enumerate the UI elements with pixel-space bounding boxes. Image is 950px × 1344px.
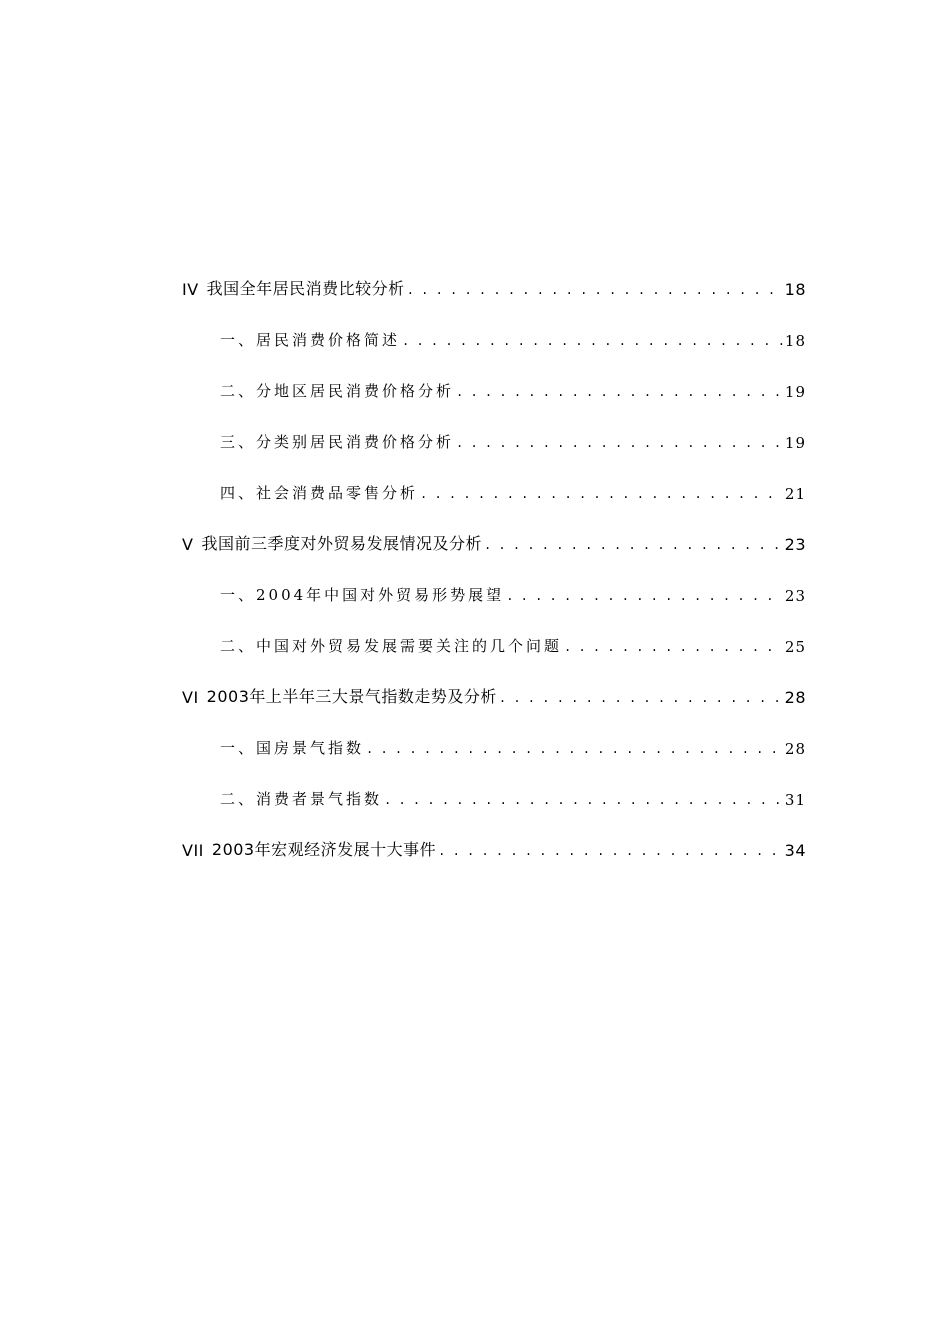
- toc-entry-title: 二、消费者景气指数: [220, 790, 383, 808]
- toc-entry[interactable]: [182, 554, 806, 605]
- toc-entry[interactable]: [182, 758, 806, 809]
- toc-entry-title: 一、2004年中国对外贸易形势展望: [220, 586, 505, 604]
- toc-entry[interactable]: [182, 605, 806, 656]
- toc-entry-number: VI: [182, 688, 199, 707]
- toc-entry-number: V: [182, 535, 194, 554]
- toc-entry-title: 一、国房景气指数: [220, 739, 365, 757]
- toc-entry-title: 一、居民消费价格简述: [220, 331, 401, 349]
- toc-entry-title: 我国前三季度对外贸易发展情况及分析: [201, 534, 482, 553]
- dot-leader: [420, 488, 783, 503]
- toc-entry-title: 二、中国对外贸易发展需要关注的几个问题: [220, 637, 563, 655]
- toc-entry-title: 2003年上半年三大景气指数走势及分析: [206, 687, 497, 706]
- dot-leader: [438, 845, 783, 860]
- toc-entry-page: 34: [784, 841, 806, 860]
- toc-entry-page: 18: [784, 280, 806, 299]
- toc-entry-page: 25: [784, 638, 806, 656]
- toc-entry-title: 二、分地区居民消费价格分析: [220, 382, 455, 400]
- dot-leader: [484, 539, 783, 554]
- dot-leader: [402, 335, 783, 350]
- toc-entry-title: 四、社会消费品零售分析: [220, 484, 419, 502]
- toc-entry-page: 19: [784, 383, 806, 401]
- toc-entry-page: 23: [784, 587, 806, 605]
- table-of-contents: [182, 248, 806, 860]
- toc-entry[interactable]: [182, 809, 806, 860]
- dot-leader: [564, 641, 783, 656]
- toc-entry[interactable]: [182, 656, 806, 707]
- toc-entry-page: 28: [784, 688, 806, 707]
- toc-entry-title: 三、分类别居民消费价格分析: [220, 433, 455, 451]
- dot-leader: [456, 437, 783, 452]
- toc-entry-page: 31: [784, 791, 806, 809]
- dot-leader: [456, 386, 783, 401]
- toc-entry[interactable]: [182, 707, 806, 758]
- dot-leader: [384, 794, 783, 809]
- toc-entry-page: 19: [784, 434, 806, 452]
- toc-entry-page: 28: [784, 740, 806, 758]
- toc-entry[interactable]: [182, 350, 806, 401]
- toc-entry[interactable]: [182, 452, 806, 503]
- toc-entry-page: 23: [784, 535, 806, 554]
- toc-entry[interactable]: [182, 401, 806, 452]
- dot-leader: [366, 743, 783, 758]
- toc-entry-title: 我国全年居民消费比较分析: [206, 279, 405, 298]
- toc-entry[interactable]: [182, 503, 806, 554]
- dot-leader: [407, 284, 783, 299]
- toc-entry-number: IV: [182, 280, 199, 299]
- toc-entry-page: 18: [784, 332, 806, 350]
- toc-entry-page: 21: [784, 485, 806, 503]
- toc-entry[interactable]: [182, 248, 806, 299]
- toc-entry[interactable]: [182, 299, 806, 350]
- dot-leader: [499, 692, 783, 707]
- dot-leader: [506, 590, 783, 605]
- toc-entry-title: 2003年宏观经济发展十大事件: [211, 840, 437, 859]
- toc-entry-number: VII: [182, 841, 204, 860]
